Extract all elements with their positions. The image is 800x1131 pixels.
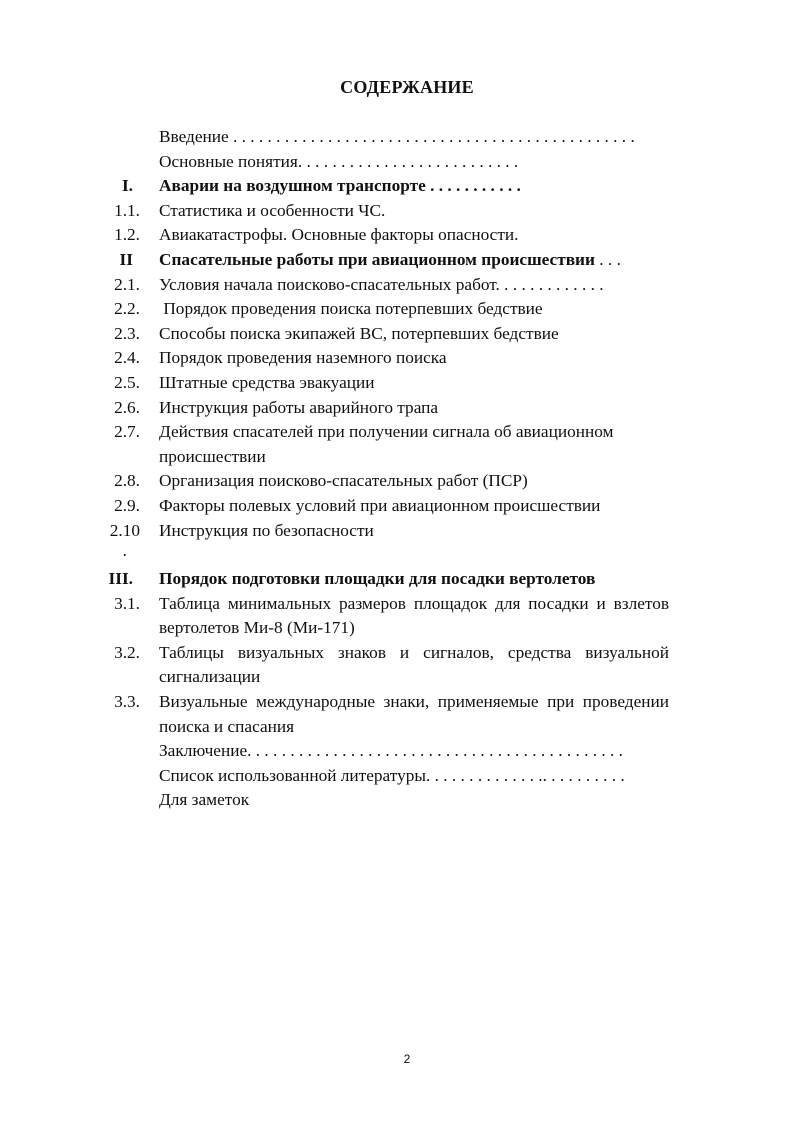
toc-number: 2.8. <box>114 471 140 491</box>
toc-number: 2.1. <box>114 274 140 294</box>
toc-number: I. <box>121 176 133 196</box>
toc-row <box>0 420 800 469</box>
toc-leader-dots: . . . <box>594 249 621 269</box>
toc-text: Введение . . . . . . . . . . . . . . . . . . . . . . . . . . . . . . . . . . . . . . . . . . . . . . . <box>159 127 635 146</box>
toc-row <box>0 469 800 494</box>
toc-text: Способы поиска экипажей ВС, потерпевших бедствие <box>159 323 559 343</box>
toc-text: Условия начала поисково-спасательных работ. . . . . . . . . . . . . <box>159 274 604 294</box>
toc-row <box>0 739 800 764</box>
toc-row <box>0 297 800 322</box>
toc-text: Штатные средства эвакуации <box>159 372 375 392</box>
toc-row <box>0 223 800 248</box>
toc-text: Основные понятия. . . . . . . . . . . . . . . . . . . . . . . . . . <box>159 151 519 171</box>
toc-row <box>0 764 800 789</box>
toc-text: Действия спасателей при получении сигнала об авиационном происшествии <box>159 422 614 466</box>
toc-row <box>0 396 800 421</box>
toc-row <box>0 199 800 224</box>
toc-number: 2.3. <box>114 323 140 343</box>
toc-number: III. <box>108 569 133 589</box>
toc-number: 3.1. <box>114 593 140 613</box>
toc-number: 2.7. <box>114 422 140 442</box>
toc-row <box>0 567 800 592</box>
toc-row <box>0 346 800 371</box>
toc-row <box>0 125 800 150</box>
toc-text: Порядок проведения наземного поиска <box>159 348 447 368</box>
toc-number: 2.6. <box>114 397 140 417</box>
toc-number: 2.2. <box>114 299 140 319</box>
toc-row <box>0 248 800 273</box>
table-of-contents <box>0 125 800 813</box>
toc-row <box>0 150 800 175</box>
toc-number: 1.1. <box>114 200 140 220</box>
toc-text: Организация поисково-спасательных работ (ПСР) <box>159 471 528 491</box>
toc-number: 3.3. <box>114 692 140 712</box>
toc-text: Статистика и особенности ЧС. <box>159 200 386 220</box>
toc-section-heading: Порядок подготовки площадки для посадки вертолетов <box>159 569 596 589</box>
toc-row <box>0 592 800 641</box>
toc-number: 1.2. <box>114 225 140 245</box>
toc-row <box>0 494 800 519</box>
toc-text: Для заметок <box>159 790 250 810</box>
page-title: СОДЕРЖАНИЕ <box>340 77 474 97</box>
toc-section-heading: Аварии на воздушном транспорте . . . . . . . . . . . <box>159 176 521 196</box>
toc-number: 2.10 <box>109 520 140 540</box>
toc-text: Визуальные международные знаки, применяемые при проведении поиска и спасания <box>159 692 669 736</box>
toc-row <box>0 543 800 567</box>
toc-text: Заключение. . . . . . . . . . . . . . . . . . . . . . . . . . . . . . . . . . . . . . . . . . . . <box>159 741 623 761</box>
toc-text: Инструкция работы аварийного трапа <box>159 397 439 417</box>
toc-text: Таблицы визуальных знаков и сигналов, средства визуальной сигнализации <box>159 642 669 687</box>
toc-text: Таблица минимальных размеров площадок для посадки и взлетов вертолетов Ми-8 (Ми-171) <box>159 593 669 638</box>
toc-text: Список использованной литературы. . . . . . . . . . . . . .. . . . . . . . . . <box>159 765 625 785</box>
toc-section-heading-text: Спасательные работы при авиационном происшествии <box>159 249 595 269</box>
toc-number: 3.2. <box>114 642 140 662</box>
toc-section-heading <box>159 248 669 273</box>
toc-number: 2.4. <box>114 348 140 368</box>
page-number: 2 <box>403 1052 411 1066</box>
toc-row <box>0 273 800 298</box>
toc-row <box>0 322 800 347</box>
toc-row <box>0 174 800 199</box>
toc-text: Авиакатастрофы. Основные факторы опасности. <box>159 225 519 245</box>
toc-text: Факторы полевых условий при авиационном происшествии <box>159 495 601 515</box>
toc-row <box>0 690 800 739</box>
toc-row <box>0 371 800 396</box>
toc-text: Порядок проведения поиска потерпевших бедствие <box>159 299 543 319</box>
toc-number: 2.5. <box>114 372 140 392</box>
toc-number: . <box>122 541 127 561</box>
toc-number: 2.9. <box>114 495 140 515</box>
toc-number: II <box>119 249 133 269</box>
toc-row <box>0 788 800 813</box>
toc-row <box>0 519 800 544</box>
toc-text: Инструкция по безопасности <box>159 520 374 540</box>
toc-row <box>0 641 800 690</box>
